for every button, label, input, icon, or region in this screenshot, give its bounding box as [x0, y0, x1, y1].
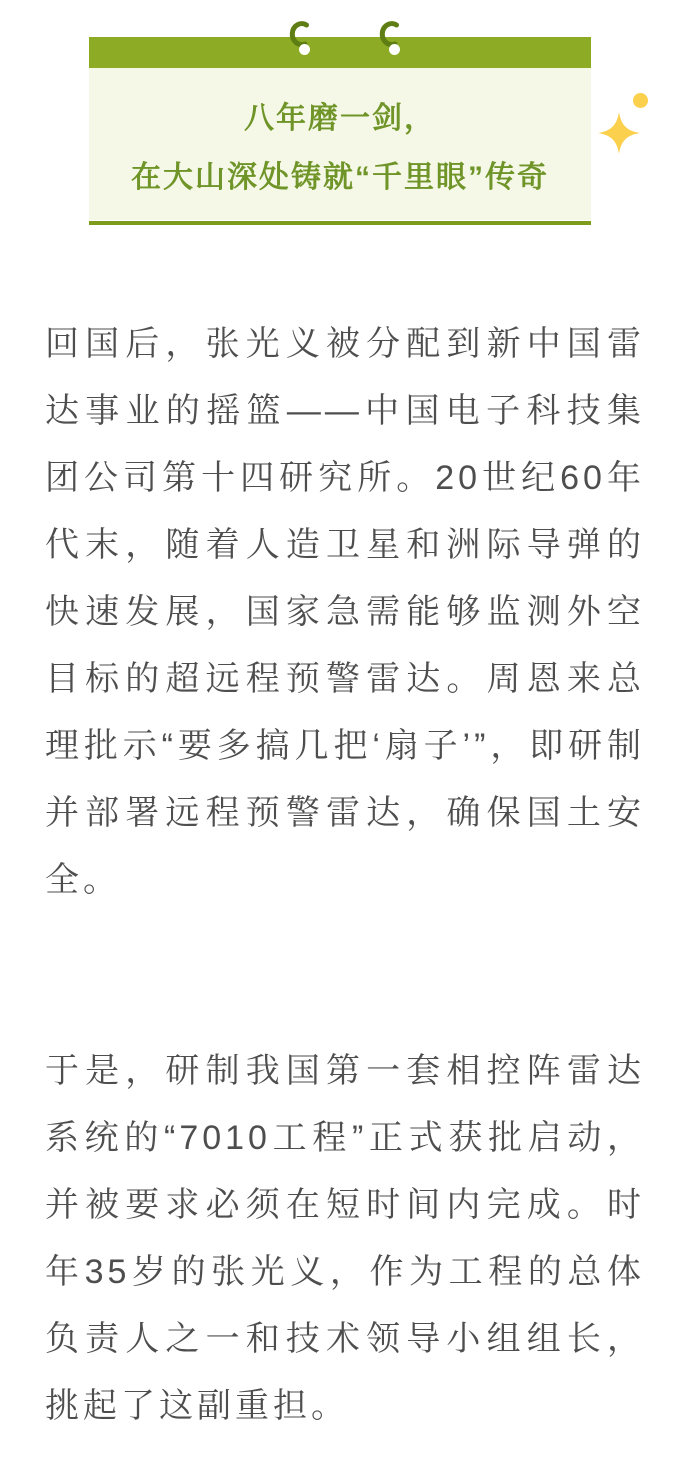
title-card-underline — [89, 221, 591, 225]
article-body — [0, 311, 700, 1440]
notebook-top-bar — [89, 37, 591, 68]
binder-hook-icon — [288, 20, 312, 58]
title-card — [89, 37, 591, 225]
card-title-line-1: 八年磨一剑， — [244, 102, 436, 135]
sparkle-dot-icon — [633, 93, 648, 108]
paragraph: 回国后，张光义被分配到新中国雷达事业的摇篮——中国电子科技集团公司第十四研究所。20世纪60年代末，随着人造卫星和洲际导弹的快速发展，国家急需能够监测外空目标的超远程预警雷达。周恩来总理批示“要多搞几把‘扇子’”，即研制并部署远程预警雷达，确保国土安全。 — [45, 325, 645, 899]
card-title-line-2: 在大山深处铸就“千里眼”传奇 — [131, 161, 549, 194]
sparkle-star-icon — [598, 112, 640, 154]
title-card-body — [89, 68, 591, 220]
binder-hook-icon — [378, 20, 402, 58]
paragraph: 于是，研制我国第一套相控阵雷达系统的“7010工程”正式获批启动，并被要求必须在短时间内完成。时年35岁的张光义，作为工程的总体负责人之一和技术领导小组组长，挑起了这副重担。 — [45, 1052, 645, 1425]
